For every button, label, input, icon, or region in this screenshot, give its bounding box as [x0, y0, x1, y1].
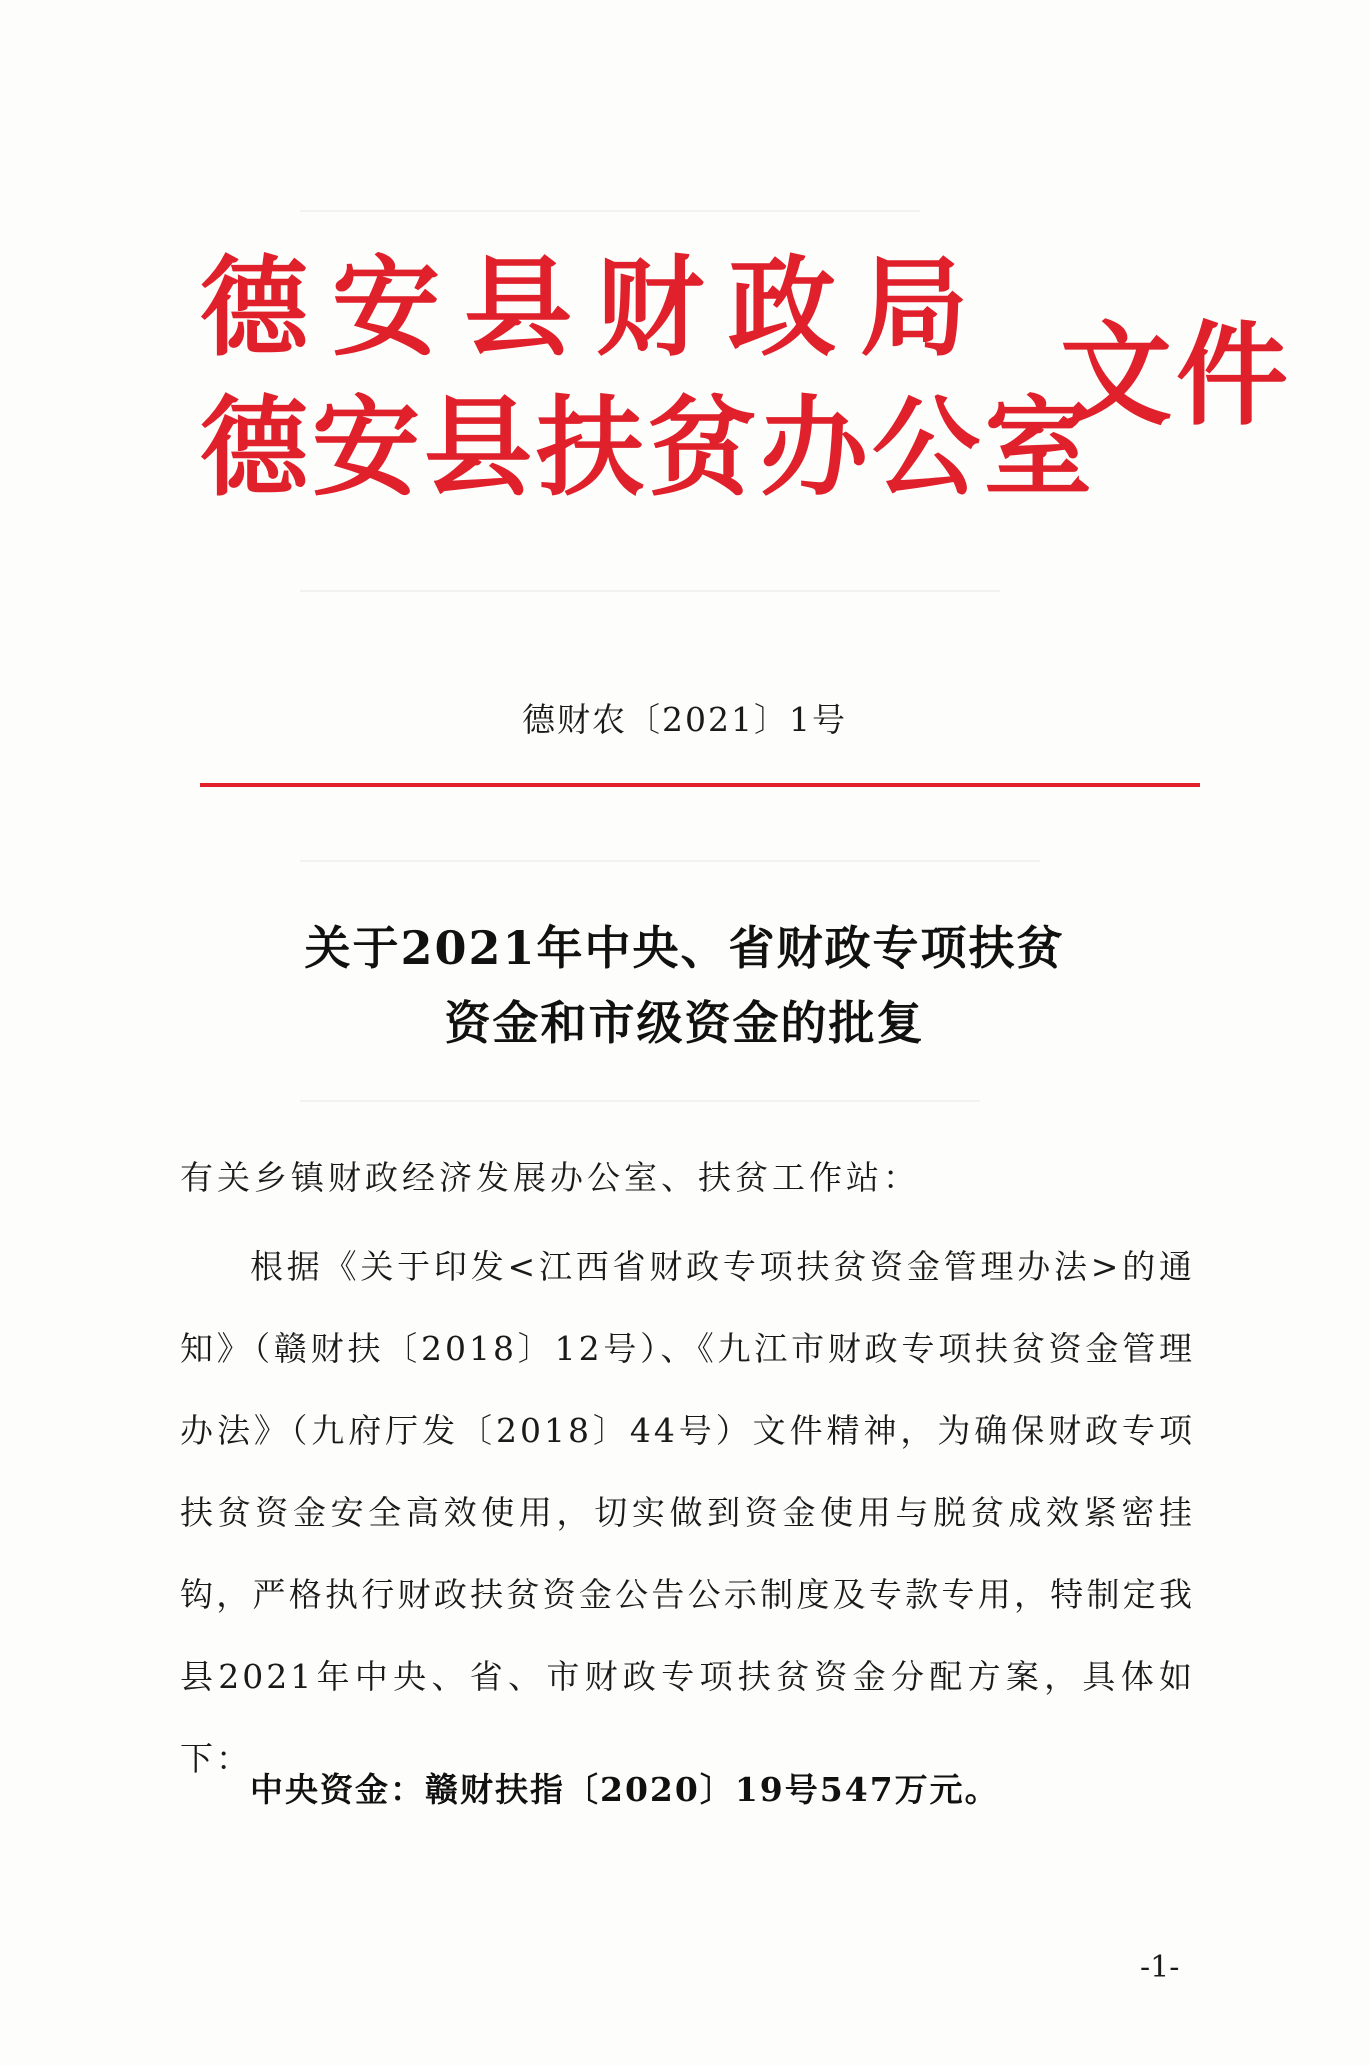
- bleed-through-line: [300, 590, 1000, 592]
- document-label: 文件: [1060, 310, 1292, 441]
- bleed-through-line: [300, 860, 1040, 862]
- salutation: 有关乡镇财政经济发展办公室、扶贫工作站：: [180, 1158, 920, 1197]
- bleed-through-line: [300, 1100, 980, 1102]
- central-funding-line: 中央资金：赣财扶指〔2020〕19号547万元。: [250, 1770, 1000, 1809]
- document-title-line-1: 关于2021年中央、省财政专项扶贫: [304, 921, 1065, 975]
- agency-name-finance-bureau: 德安县财政局: [200, 245, 993, 371]
- agency-name-poverty-office: 德安县扶贫办公室: [200, 385, 1097, 511]
- document-title-line-2: 资金和市级资金的批复: [444, 996, 925, 1050]
- body-paragraph: 根据《关于印发<江西省财政专项扶贫资金管理办法>的通知》（赣财扶〔2018〕12号）、《九江市财政专项扶贫资金管理办法》（九府厅发〔2018〕44号）文件精神，为确保财政专项扶贫资金安全高效使用，切实做到资金使用与脱贫成效紧密挂钩，严格执行财政扶贫资金公告公示制度及专款专用，特制定我县2021年中央、省、市财政专项扶贫资金分配方案，具体如下：: [180, 1247, 1195, 1778]
- document-header: [200, 245, 1292, 548]
- red-divider-line: [200, 783, 1200, 787]
- bleed-through-line: [300, 210, 920, 212]
- page-number: -1-: [1140, 1950, 1180, 1985]
- document-number: 德财农〔2021〕1号: [522, 700, 847, 739]
